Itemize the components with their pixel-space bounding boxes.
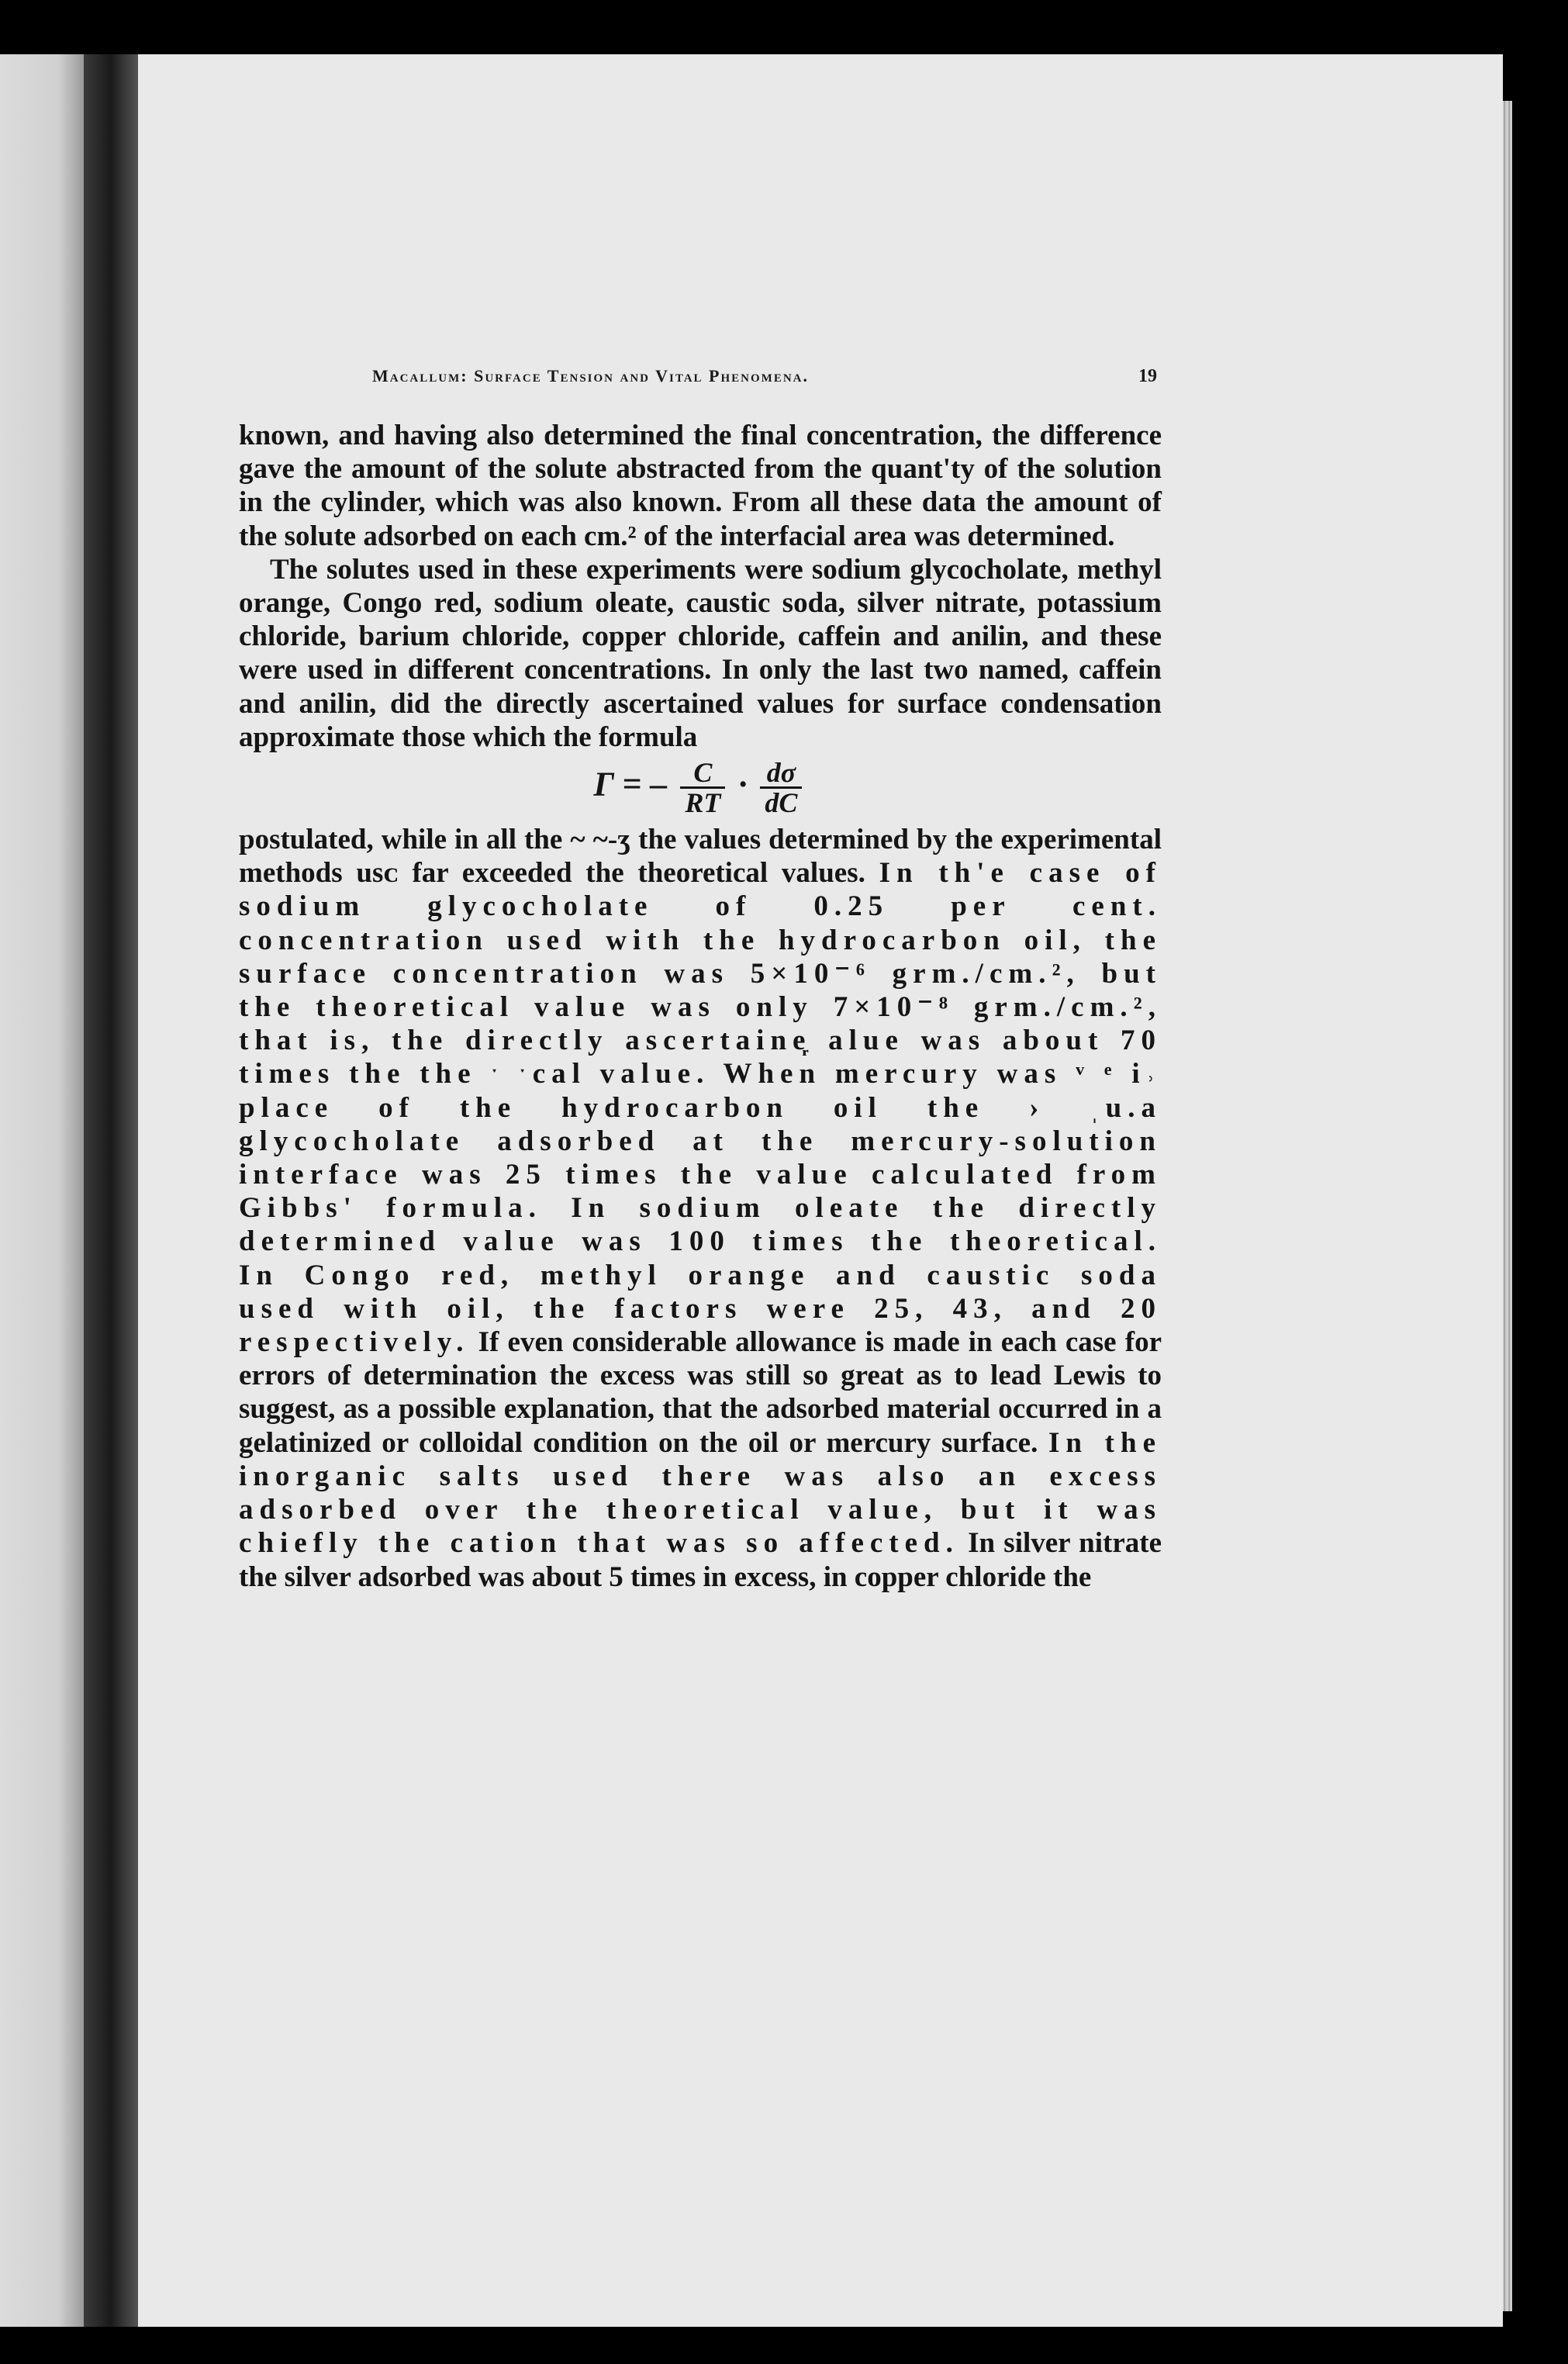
body-text (239, 419, 1162, 1594)
page-number: 19 (1138, 366, 1157, 386)
formula-fraction-1-numerator: C (680, 759, 725, 789)
formula-fraction-2-denominator: dC (765, 787, 798, 819)
running-head: Macallum: Surface Tension and Vital Phenomena. (372, 366, 809, 385)
formula-fraction-2-numerator: dσ (760, 759, 802, 789)
left-facing-page-edge (0, 54, 84, 2327)
formula-fraction-2 (760, 759, 802, 817)
paragraph-3-spaced-part-2: In the inorganic salts used there was also an excess adsorbed over the theoretical value, but it was chiefly the cation that was so affected. (239, 1426, 1162, 1560)
formula-fraction-1-denominator: RT (685, 787, 721, 819)
paragraph-3 (239, 823, 1162, 1594)
book-gutter (84, 54, 138, 2327)
formula-fraction-1 (680, 759, 725, 817)
paragraph-3-part-b: If even considerable allowance is made in each case for errors of determination the excess was still so great as to lead Lewis to suggest, as a possible explanation, that the adsorbed material occurred in a gelatinized or colloidal condition on the oil or mercury surface. (239, 1326, 1162, 1459)
paragraph-3-part-c: In silver nitrate the silver adsorbed was about 5 times in excess, in copper chloride the (239, 1527, 1162, 1593)
paragraph-1: known, and having also determined the final concentration, the difference gave the amount of the solute abstracted from the quant'ty of the solution in the cylinder, which was also known. From all these data the amount of the solute adsorbed on each cm.² of the interfacial area was determined. (239, 420, 1162, 552)
paragraph-3-part-a: postulated, while in all the ~ ~-ʒ the values determined by the experimental methods usᴄ far exceeded the theoretical values. (239, 824, 1162, 890)
paragraph-3-spaced-part: In th'e case of sodium glycocholate of 0.25 per cent. concentration used with the hydrocarbon oil, the surface concentration was 5×10⁻⁶ grm./cm.², but the theoretical value was only 7×10⁻⁸ grm./cm.², that is, the directly ascertaine᷊ alue was about 70 times the the ˑ ˑcal value. When mercury was ᵛ ᵉ i˒ place of the hydrocarbon oil the › ˌu.a glycocholate adsorbed at the mercury-solution interface was 25 times the value calculated from Gibbs' formula. In sodium oleate the directly determined value was 100 times the theoretical. In Congo red, methyl orange and caustic soda used with oil, the factors were 25, 43, and 20 respectively. (239, 857, 1162, 1359)
gibbs-formula (239, 759, 1162, 817)
formula-dot: · (738, 765, 748, 804)
formula-lhs: Γ = – (593, 765, 668, 804)
paragraph-2: The solutes used in these experiments were sodium glycocholate, methyl orange, Congo red, sodium oleate, caustic soda, silver nitrate, potassium chloride, barium chloride, copper chloride, caffein and anilin, and these were used in different concentrations. In only the last two named, caffein and anilin, did the directly ascertained values for surface condensation approximate those which the formula (239, 553, 1162, 753)
